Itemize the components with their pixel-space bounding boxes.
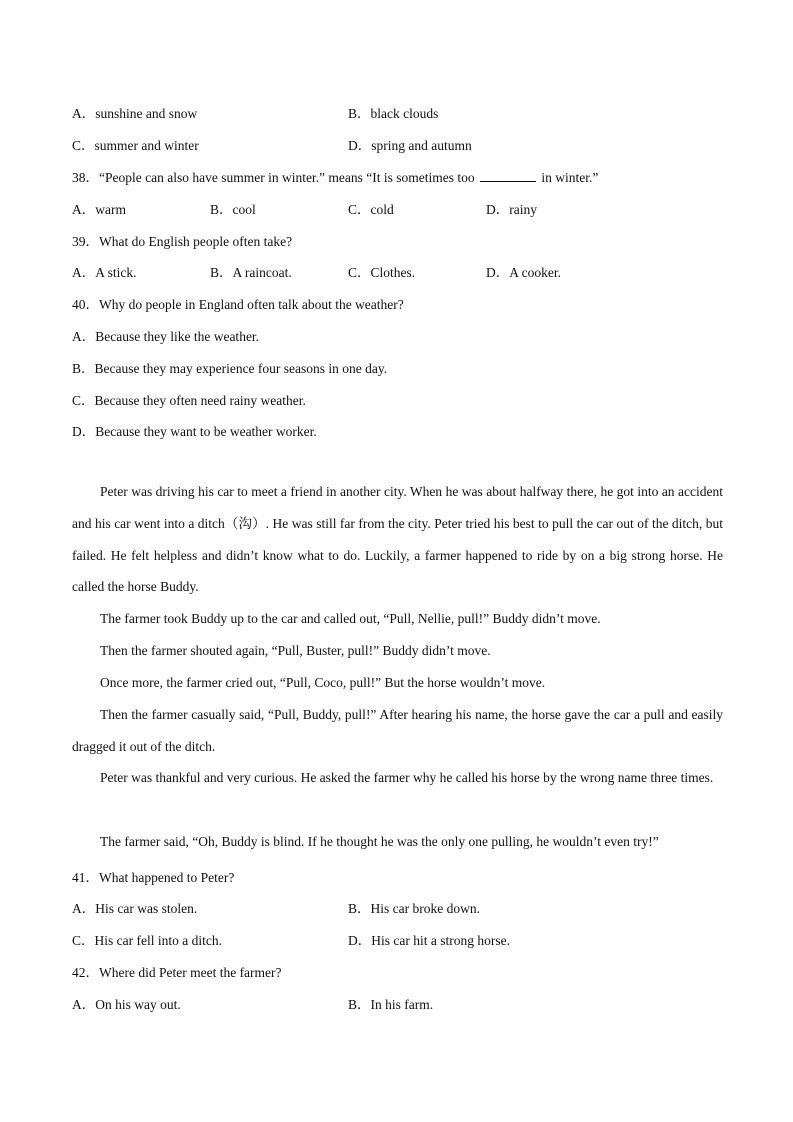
q38-stem — [72, 166, 598, 186]
q40-option-a: A．Because they like the weather. — [72, 329, 260, 344]
q41-option-b: B．His car broke down. — [348, 901, 480, 916]
q37-option-a: A．sunshine and snow — [72, 106, 198, 121]
q38-stem-before: 38．“People can also have summer in winter.” means “It is sometimes too — [72, 170, 475, 185]
q42-option-a: A．On his way out. — [72, 997, 181, 1012]
q39-option-d: D．A cooker. — [486, 265, 561, 280]
passage-paragraph-2: The farmer took Buddy up to the car and called out, “Pull, Nellie, pull!” Buddy didn’t move. — [100, 611, 601, 626]
q38-option-c: C．cold — [348, 202, 394, 217]
q38-stem-after: in winter.” — [541, 170, 599, 185]
q39-option-b: B．A raincoat. — [210, 265, 292, 280]
passage-paragraph-7: The farmer said, “Oh, Buddy is blind. If he thought he was the only one pulling, he wouldn’t even try!” — [100, 834, 659, 849]
passage-paragraph-5: Then the farmer casually said, “Pull, Buddy, pull!” After hearing his name, the horse gave the car a pull and easily dragged it out of the ditch. — [72, 707, 723, 754]
q38-option-d: D．rainy — [486, 202, 537, 217]
passage-paragraph-3: Then the farmer shouted again, “Pull, Buster, pull!” Buddy didn’t move. — [100, 643, 491, 658]
passage-paragraph-1: Peter was driving his car to meet a friend in another city. When he was about halfway there, he got into an accident and his car went into a ditch（沟）. He was still far from the city. Peter tried his best to pull the car out of the ditch, but failed. He felt helpless and didn’t know what to do. Luckily, a farmer happened to ride by on a big strong horse. He called the horse Buddy. — [72, 484, 723, 595]
q42-stem: 42．Where did Peter meet the farmer? — [72, 965, 282, 980]
q42-option-b: B．In his farm. — [348, 997, 434, 1012]
q38-blank — [480, 171, 536, 182]
q40-option-d: D．Because they want to be weather worker. — [72, 424, 317, 439]
q41-stem: 41．What happened to Peter? — [72, 870, 235, 885]
passage-paragraph-4: Once more, the farmer cried out, “Pull, Coco, pull!” But the horse wouldn’t move. — [100, 675, 546, 690]
q40-option-b: B．Because they may experience four seasons in one day. — [72, 361, 388, 376]
q40-stem: 40．Why do people in England often talk about the weather? — [72, 297, 404, 312]
q41-option-d: D．His car hit a strong horse. — [348, 933, 510, 948]
passage-paragraph-6: Peter was thankful and very curious. He asked the farmer why he called his horse by the wrong name three times. — [100, 770, 714, 785]
q41-option-c: C．His car fell into a ditch. — [72, 933, 222, 948]
q38-option-a: A．warm — [72, 202, 126, 217]
q38-option-b: B．cool — [210, 202, 256, 217]
q37-option-d: D．spring and autumn — [348, 138, 472, 153]
q39-stem: 39．What do English people often take? — [72, 234, 293, 249]
q37-option-c: C．summer and winter — [72, 138, 199, 153]
q37-option-b: B．black clouds — [348, 106, 439, 121]
q39-option-a: A．A stick. — [72, 265, 137, 280]
q39-option-c: C．Clothes. — [348, 265, 416, 280]
q40-option-c: C．Because they often need rainy weather. — [72, 393, 306, 408]
q41-option-a: A．His car was stolen. — [72, 901, 198, 916]
